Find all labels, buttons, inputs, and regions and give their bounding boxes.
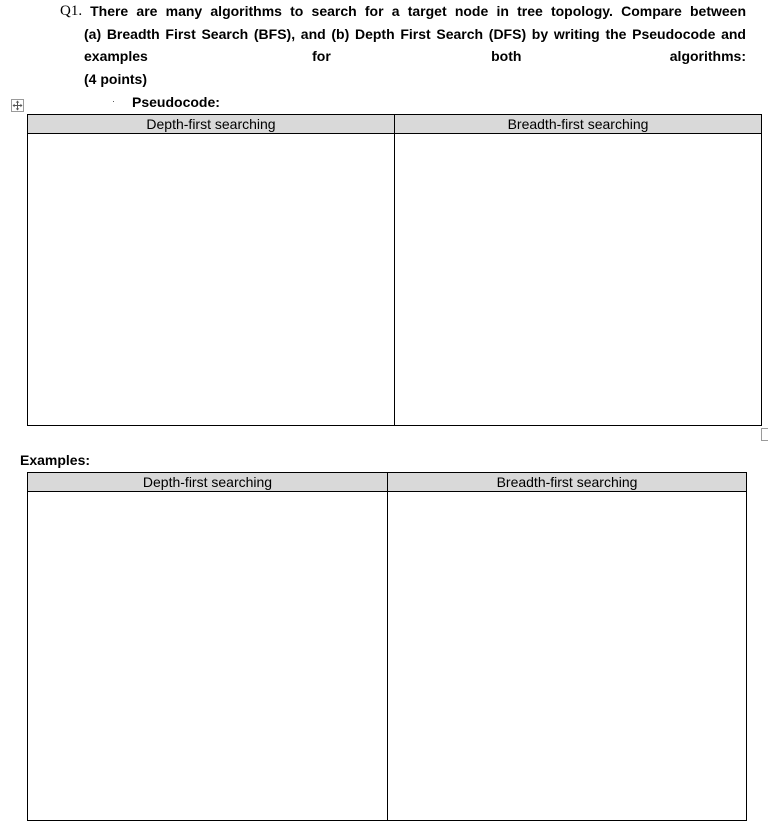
list-bullet: · xyxy=(112,96,115,106)
examples-heading: Examples: xyxy=(20,452,91,468)
examples-cell-dfs[interactable] xyxy=(28,492,388,821)
question-line-3 xyxy=(84,45,746,67)
question-word: algorithms: xyxy=(669,48,746,64)
pseudocode-table xyxy=(27,114,762,426)
table-header-row xyxy=(28,115,762,134)
table-row xyxy=(28,134,762,426)
pseudocode-header-dfs: Depth-first searching xyxy=(28,115,395,134)
examples-header-bfs: Breadth-first searching xyxy=(388,473,747,492)
pseudocode-heading: Pseudocode: xyxy=(132,94,220,110)
table-header-row xyxy=(28,473,747,492)
examples-cell-bfs[interactable] xyxy=(388,492,747,821)
points-label: (4 points) xyxy=(84,71,147,87)
question-text-line-1: There are many algorithms to search for a target node in tree topology. Compare between xyxy=(90,3,746,19)
examples-table xyxy=(27,472,747,821)
question-text-line-2: (a) Breadth First Search (BFS), and (b) Depth First Search (DFS) by writing the Pseudocode and xyxy=(84,26,746,42)
question-line-1 xyxy=(60,0,746,22)
row-end-marker xyxy=(761,428,768,441)
pseudocode-header-bfs: Breadth-first searching xyxy=(395,115,762,134)
table-move-icon[interactable] xyxy=(11,99,24,112)
question-word: both xyxy=(491,48,522,64)
pseudocode-cell-bfs[interactable] xyxy=(395,134,762,426)
question-number: Q1. xyxy=(60,3,83,19)
question-word: examples xyxy=(84,48,148,64)
examples-header-dfs: Depth-first searching xyxy=(28,473,388,492)
table-row xyxy=(28,492,747,821)
question-line-2 xyxy=(84,23,746,45)
pseudocode-cell-dfs[interactable] xyxy=(28,134,395,426)
question-points xyxy=(84,68,147,90)
question-word: for xyxy=(312,48,331,64)
